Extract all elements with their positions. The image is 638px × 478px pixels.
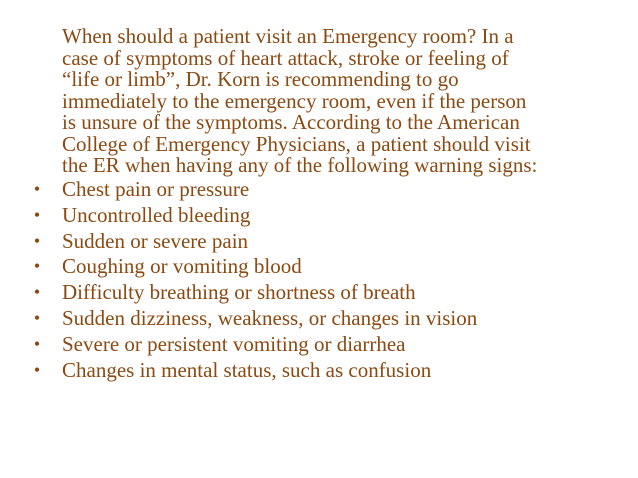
bullet-icon: • [33, 179, 41, 199]
warning-signs-list [30, 177, 630, 383]
bullet-icon: • [33, 230, 41, 251]
list-item-text: Changes in mental status, such as confusion [62, 357, 432, 382]
list-item-text: Sudden or severe pain [62, 228, 249, 253]
list-item-text: Chest pain or pressure [62, 177, 250, 201]
list-item-text: Uncontrolled bleeding [62, 202, 251, 227]
list-item [30, 280, 630, 306]
intro-paragraph: When should a patient visit an Emergency room? In a case of symptoms of heart attack, stroke or feeling of “life or limb”, Dr. Korn is recommending to go immediately to the emergency room, even if the person is unsure of the symptoms. According to the American College of Emergency Physicians, a patient should visit the ER when having any of the following warning signs: [62, 24, 538, 177]
list-item [30, 254, 630, 280]
bullet-icon: • [33, 359, 41, 380]
list-item [30, 229, 630, 255]
list-item-text: Coughing or vomiting blood [62, 254, 302, 279]
bullet-icon: • [33, 307, 41, 328]
list-item [30, 306, 630, 332]
list-item-text: Difficulty breathing or shortness of breath [62, 280, 416, 305]
list-item-text: Severe or persistent vomiting or diarrhea [62, 331, 406, 356]
bullet-icon: • [33, 256, 41, 277]
list-item [30, 358, 630, 384]
list-item [30, 332, 630, 358]
bullet-icon: • [33, 282, 41, 303]
list-item-text: Sudden dizziness, weakness, or changes in vision [62, 305, 478, 330]
list-item [30, 177, 630, 203]
bullet-icon: • [33, 333, 41, 354]
list-item [30, 203, 630, 229]
bullet-icon: • [33, 204, 41, 225]
